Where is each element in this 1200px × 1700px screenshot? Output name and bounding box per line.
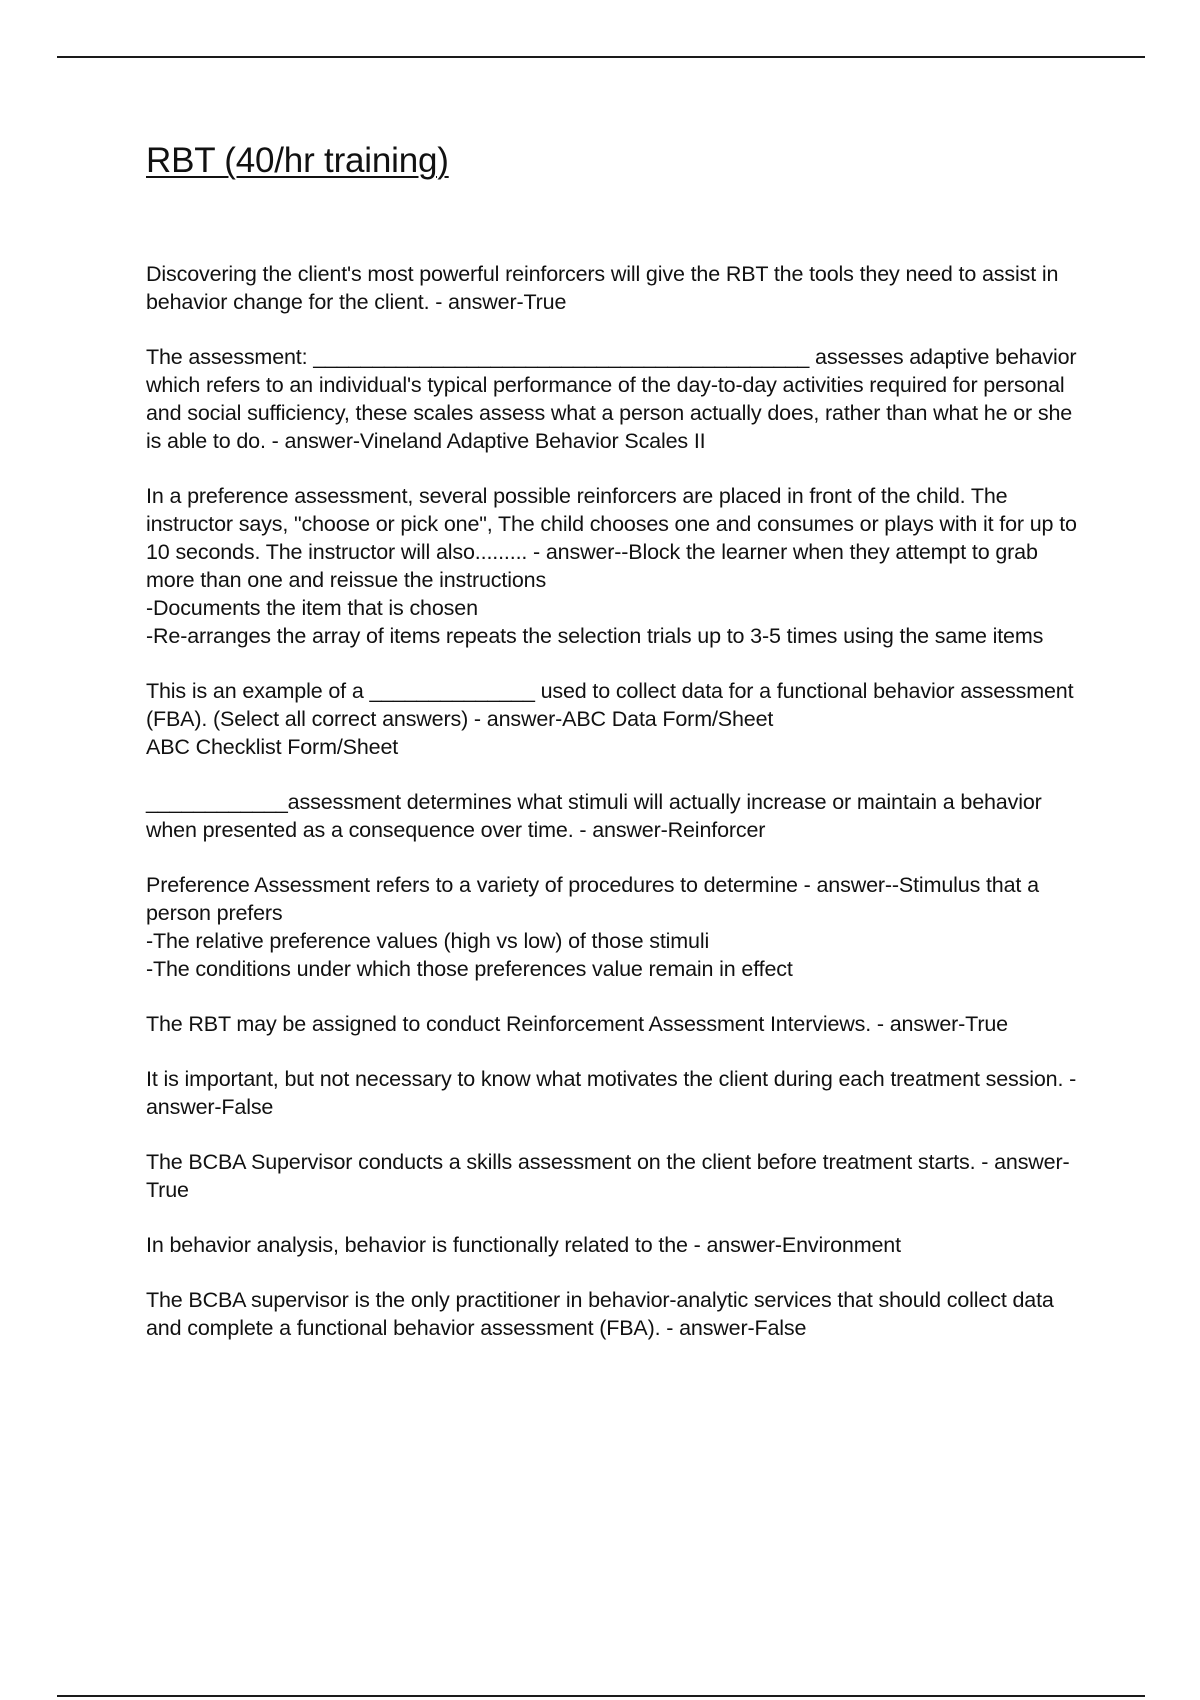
qa-item: In behavior analysis, behavior is functionally related to the - answer-Environment	[146, 1233, 901, 1257]
top-rule	[57, 56, 1145, 58]
qa-item: It is important, but not necessary to know what motivates the client during each treatment session. - answer-False	[146, 1067, 1082, 1119]
bottom-rule	[57, 1695, 1145, 1697]
qa-item: The assessment: __________________________________________ assesses adaptive behavior which refers to an individual's typical performance of the day-to-day activities required for personal and social sufficiency, these scales assess what a person actually does, rather than what he or she is able to do. - answer-Vineland Adaptive Behavior Scales II	[146, 345, 1083, 453]
qa-item: Discovering the client's most powerful reinforcers will give the RBT the tools they need to assist in behavior change for the client. - answer-True	[146, 262, 1065, 314]
qa-item: The BCBA Supervisor conducts a skills assessment on the client before treatment starts. - answer-True	[146, 1150, 1070, 1202]
qa-item: The RBT may be assigned to conduct Reinforcement Assessment Interviews. - answer-True	[146, 1012, 1008, 1036]
document-title: RBT (40/hr training)	[146, 141, 449, 180]
qa-item: Preference Assessment refers to a variety of procedures to determine - answer--Stimulus that a person prefers -The relative preference values (high vs low) of those stimuli -The conditions under which those preferences value remain in effect	[146, 873, 1039, 981]
qa-item: ____________assessment determines what stimuli will actually increase or maintain a behavior when presented as a consequence over time. - answer-Reinforcer	[146, 790, 1048, 842]
qa-list	[146, 260, 1086, 1342]
qa-item: In a preference assessment, several possible reinforcers are placed in front of the child. The instructor says, "choose or pick one", The child chooses one and consumes or plays with it for up to 10 seconds. The instructor will also......... - answer--Block the learner when they attempt to grab more than one and reissue the instructions -Documents the item that is chosen -Re-arranges the array of items repeats the selection trials up to 3-5 times using the same items	[146, 484, 1077, 648]
document-body	[146, 140, 1086, 1369]
qa-item: The BCBA supervisor is the only practitioner in behavior-analytic services that should collect data and complete a functional behavior assessment (FBA). - answer-False	[146, 1288, 1060, 1340]
qa-item: This is an example of a ______________ used to collect data for a functional behavior assessment (FBA). (Select all correct answers) - answer-ABC Data Form/Sheet ABC Checklist Form/Sheet	[146, 679, 1074, 759]
